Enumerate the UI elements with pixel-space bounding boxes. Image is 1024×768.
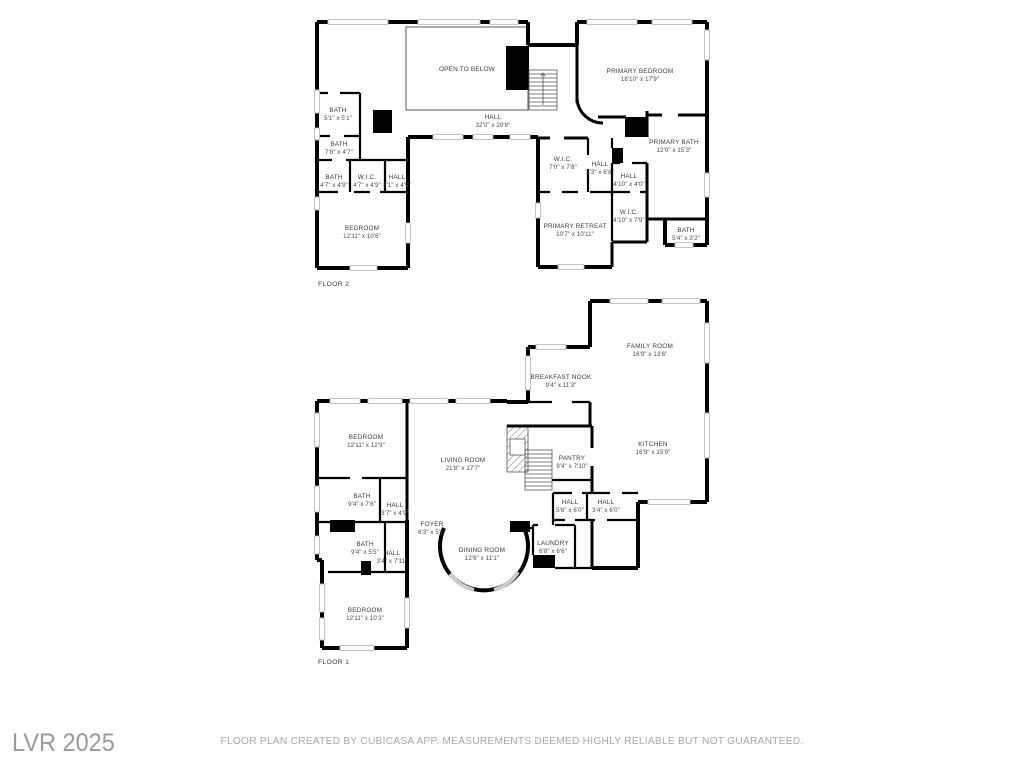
room-label-bedroom-b-dims: 12'11" x 10'3" bbox=[346, 615, 384, 622]
disclaimer-text: FLOOR PLAN CREATED BY CUBICASA APP. MEASUREMENTS DEEMED HIGHLY RELIABLE BUT NOT GUARANTEED. bbox=[220, 736, 804, 747]
floor2-plan bbox=[310, 15, 710, 273]
lvr-watermark: LVR 2025 bbox=[12, 729, 115, 757]
room-label-dining-room-name: DINING ROOM bbox=[458, 547, 506, 554]
room-label-bath-d-name: BATH bbox=[677, 227, 695, 234]
room-label-hall-b-name: HALL bbox=[388, 174, 406, 181]
room-label-laundry-dims: 6'8" x 6'6" bbox=[539, 548, 567, 555]
room-label-open-to-below: OPEN TO BELOW bbox=[439, 66, 495, 73]
room-label-primary-retreat-dims: 10'7" x 10'11" bbox=[556, 231, 594, 238]
floor2-label: FLOOR 2 bbox=[318, 281, 350, 288]
room-label-hall-d-dims: 4'10" x 4'0" bbox=[613, 181, 645, 188]
room-label-wic-a-dims: 4'7" x 4'9" bbox=[353, 182, 381, 189]
room-label-foyer-name: FOYER bbox=[420, 521, 444, 528]
room-label-hall-c-name: HALL bbox=[591, 161, 609, 168]
room-label-bath-c-name: BATH bbox=[325, 174, 343, 181]
room-label-pantry-dims: 9'4" x 7'10" bbox=[556, 463, 588, 470]
room-label-bath-a-dims: 5'1" x 5'1" bbox=[324, 115, 352, 122]
room-label-wic-a-name: W.I.C. bbox=[357, 174, 377, 181]
room-label-pantry-name: PANTRY bbox=[558, 455, 586, 462]
room-label-kitchen-name: KITCHEN bbox=[638, 441, 668, 448]
room-label-wic-c-dims: 4'10" x 7'9" bbox=[613, 217, 645, 224]
floor2-solid-blocks bbox=[373, 46, 647, 163]
room-label-living-room-name: LIVING ROOM bbox=[440, 457, 486, 464]
room-label-hall-b-dims: 3'4" x 7'11" bbox=[376, 558, 408, 565]
room-label-bath-a-name: BATH bbox=[353, 493, 371, 500]
room-label-primary-retreat-name: PRIMARY RETREAT bbox=[543, 223, 607, 230]
room-label-wic-b-name: W.I.C. bbox=[553, 156, 573, 163]
room-label-bedroom-name: BEDROOM bbox=[344, 225, 380, 232]
room-label-breakfast-nook-name: BREAKFAST NOOK bbox=[530, 374, 592, 381]
room-label-hall-d-name: HALL bbox=[620, 173, 638, 180]
room-label-bedroom-a-name: BEDROOM bbox=[348, 434, 384, 441]
room-label-primary-bedroom-name: PRIMARY BEDROOM bbox=[606, 68, 674, 75]
room-label-bedroom-b-name: BEDROOM bbox=[347, 607, 383, 614]
floor1-plan bbox=[310, 298, 710, 658]
room-label-bath-b-dims: 9'4" x 5'5" bbox=[351, 549, 379, 556]
room-label-family-room-dims: 16'9" x 13'6" bbox=[632, 351, 668, 358]
room-label-hall-c-dims: 3'3" x 6'8" bbox=[586, 169, 614, 176]
room-label-hall-dims: 32'0" x 20'8" bbox=[475, 122, 511, 129]
room-label-bath-b-name: BATH bbox=[356, 541, 374, 548]
room-label-hall-c-name: HALL bbox=[561, 499, 579, 506]
room-label-laundry-name: LAUNDRY bbox=[537, 540, 569, 547]
room-label-bath-a-dims: 9'4" x 7'6" bbox=[348, 501, 376, 508]
room-label-primary-bath-dims: 12'0" x 15'3" bbox=[656, 147, 692, 154]
room-label-bath-a-name: BATH bbox=[329, 107, 347, 114]
room-label-primary-bath-name: PRIMARY BATH bbox=[649, 139, 699, 146]
room-label-family-room-name: FAMILY ROOM bbox=[627, 343, 673, 350]
room-label-wic-c-name: W.I.C. bbox=[619, 209, 639, 216]
floor1-stairs bbox=[507, 425, 552, 490]
room-label-hall-d-name: HALL bbox=[597, 499, 615, 506]
room-label-hall-b-name: HALL bbox=[383, 550, 401, 557]
room-label-primary-bedroom-dims: 18'10" x 17'9" bbox=[620, 76, 660, 83]
room-label-dining-room-dims: 12'6" x 11'1" bbox=[464, 555, 500, 562]
room-label-breakfast-nook-dims: 9'4" x 11'3" bbox=[545, 382, 577, 389]
room-label-hall-d-dims: 3'4" x 6'0" bbox=[592, 507, 620, 514]
room-label-bath-c-dims: 4'7" x 4'9" bbox=[320, 182, 348, 189]
room-label-bath-b-name: BATH bbox=[330, 141, 348, 148]
room-label-hall-c-dims: 5'6" x 6'0" bbox=[556, 507, 584, 514]
room-label-hall-name: HALL bbox=[484, 114, 502, 121]
room-label-bath-d-dims: 5'4" x 3'2" bbox=[672, 235, 700, 242]
room-label-hall-a-dims: 3'7" x 4'9" bbox=[381, 510, 409, 517]
floor1-label: FLOOR 1 bbox=[318, 659, 350, 666]
room-label-kitchen-dims: 16'9" x 15'9" bbox=[635, 449, 671, 456]
room-label-bath-b-dims: 7'8" x 4'7" bbox=[325, 149, 353, 156]
floor2-stairs bbox=[529, 70, 557, 110]
floor2-room-labels bbox=[320, 66, 700, 242]
room-label-bedroom-a-dims: 12'11" x 12'9" bbox=[347, 442, 385, 449]
room-label-foyer-dims: 6'3" x 5'7" bbox=[418, 529, 446, 536]
room-label-living-room-dims: 21'8" x 17'7" bbox=[445, 465, 481, 472]
room-label-bedroom-dims: 12'11" x 10'6" bbox=[343, 233, 381, 240]
room-label-hall-a-name: HALL bbox=[386, 502, 404, 509]
room-label-hall-b-dims: 3'1" x 4'9" bbox=[383, 182, 411, 189]
room-label-wic-b-dims: 7'0" x 7'8" bbox=[549, 164, 577, 171]
